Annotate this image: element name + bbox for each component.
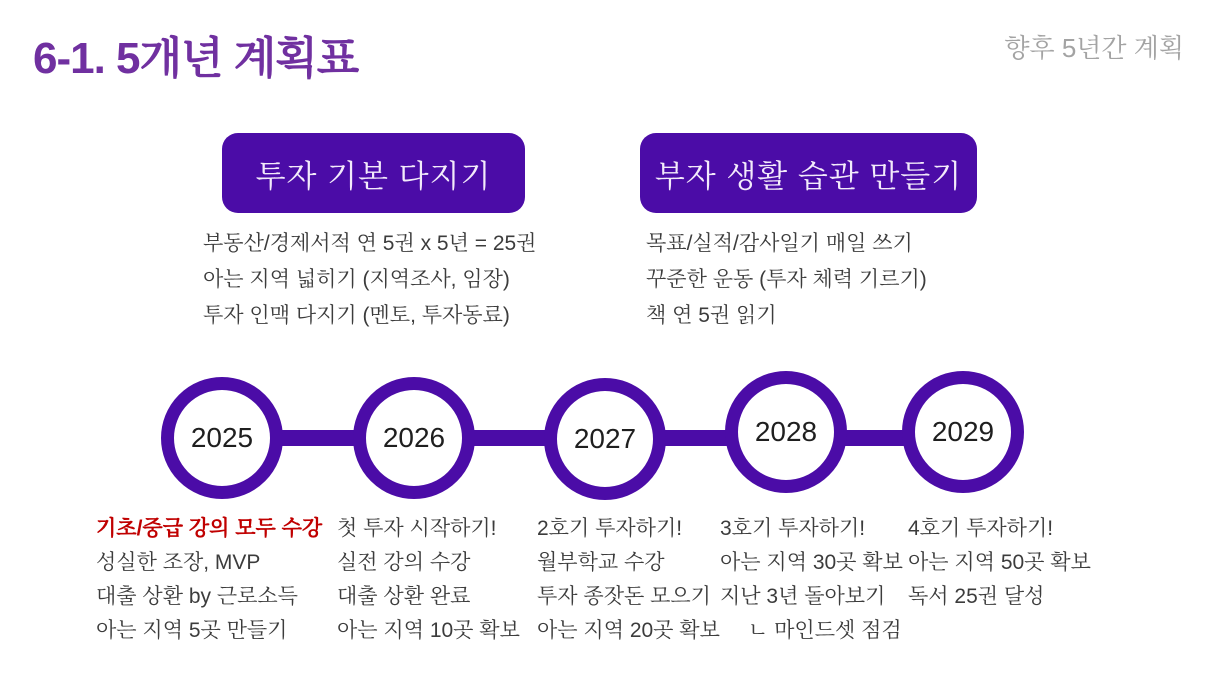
- section-list-invest-basics: [203, 226, 536, 334]
- timeline-goals-2028: [720, 512, 903, 648]
- goal-item: 아는 지역 50곳 확보: [908, 551, 1091, 574]
- section-heading-invest-basics: 투자 기본 다지기: [222, 133, 525, 213]
- goal-item: 첫 투자 시작하기!: [337, 517, 497, 540]
- section-list-rich-habits: [646, 226, 927, 334]
- list-item: 목표/실적/감사일기 매일 쓰기: [646, 232, 913, 255]
- goal-item: 대출 상환 by 근로소득: [96, 585, 298, 608]
- timeline-goals-2027: [537, 512, 720, 648]
- timeline-node-2027: 2027: [544, 378, 666, 500]
- header-note: 향후 5년간 계획: [1004, 33, 1184, 63]
- goal-item: 독서 25권 달성: [908, 585, 1045, 608]
- timeline-node-2026: 2026: [353, 377, 475, 499]
- goal-item: 4호기 투자하기!: [908, 517, 1054, 540]
- timeline-goals-2025: [96, 512, 322, 648]
- goal-item: 3호기 투자하기!: [720, 517, 866, 540]
- goal-item: 투자 종잣돈 모으기: [537, 585, 711, 608]
- section-heading-rich-habits: 부자 생활 습관 만들기: [640, 133, 977, 213]
- list-item: 꾸준한 운동 (투자 체력 기르기): [646, 268, 927, 291]
- timeline-goals-2029: [908, 512, 1091, 614]
- goal-item-subnote: ㄴ 마인드셋 점검: [748, 619, 902, 642]
- goal-item: 아는 지역 20곳 확보: [537, 619, 720, 642]
- goal-item: 성실한 조장, MVP: [96, 551, 261, 574]
- list-item: 투자 인맥 다지기 (멘토, 투자동료): [203, 304, 510, 327]
- goal-item: 2호기 투자하기!: [537, 517, 683, 540]
- goal-item: 실전 강의 수강: [337, 551, 471, 574]
- timeline-node-2028: 2028: [725, 371, 847, 493]
- list-item: 아는 지역 넓히기 (지역조사, 임장): [203, 268, 510, 291]
- goal-item: 대출 상환 완료: [337, 585, 471, 608]
- goal-item: 월부학교 수강: [537, 551, 665, 574]
- goal-item-emphasis: 기초/중급 강의 모두 수강: [96, 517, 323, 540]
- timeline-goals-2026: [337, 512, 520, 648]
- list-item: 책 연 5권 읽기: [646, 304, 777, 327]
- goal-item: 아는 지역 10곳 확보: [337, 619, 520, 642]
- slide-title: 6-1. 5개년 계획표: [33, 34, 359, 83]
- list-item: 부동산/경제서적 연 5권 x 5년 = 25권: [203, 232, 537, 255]
- goal-item: 아는 지역 5곳 만들기: [96, 619, 288, 642]
- goal-item: 지난 3년 돌아보기: [720, 585, 886, 608]
- timeline-node-2025: 2025: [161, 377, 283, 499]
- timeline-node-2029: 2029: [902, 371, 1024, 493]
- goal-item: 아는 지역 30곳 확보: [720, 551, 903, 574]
